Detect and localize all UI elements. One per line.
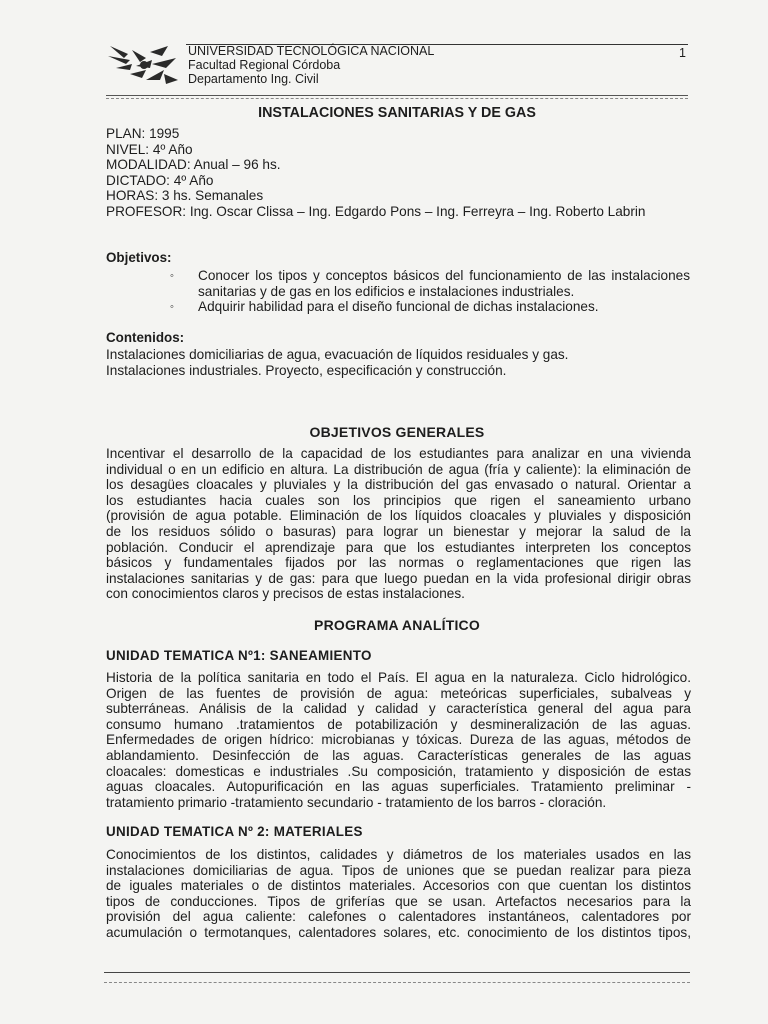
bullet-icon: ◦ — [170, 270, 174, 282]
objetivo-text: Conocer los tipos y conceptos básicos del funcionamiento de las instalaciones sanitarias y de gas en los edificios e instalaciones industriales. — [198, 268, 690, 299]
paragraph-line: tratamiento primario -tratamiento secundario - tratamiento de los barros - cloración. — [106, 794, 607, 810]
paragraph-line: (provisión de agua potable. Eliminación de los líquidos cloacales y pluviales y disposición — [106, 508, 691, 524]
paragraph-line: Historia de la política sanitaria en todo el País. El agua en la naturaleza. Ciclo hidrológico. — [106, 670, 691, 685]
paragraph-line: acumulación o termotanques, calentadores solares, etc. conocimiento de los distintos tipos, — [106, 924, 691, 940]
programa-title: PROGRAMA ANALÍTICO — [314, 617, 480, 633]
paragraph-line: Origen de las fuentes de provisión de agua: meteóricas superficiales, subalveas y — [106, 685, 691, 701]
info-profesor: PROFESOR: Ing. Oscar Clissa – Ing. Edgardo Pons – Ing. Ferreyra – Ing. Roberto Labrin — [106, 203, 646, 219]
info-plan: PLAN: 1995 — [106, 126, 180, 141]
paragraph-line: provisión del agua caliente: calefones o calentadores instantáneos, calentadores por — [106, 909, 691, 925]
objetivos-generales-title: OBJETIVOS GENERALES — [309, 424, 485, 440]
info-dictado: DICTADO: 4º Año — [106, 172, 214, 188]
paragraph-line: básicos y fundamentales fijados por las normas o reglamentaciones que rigen las — [106, 555, 691, 571]
paragraph-line: ablandamiento. Desinfección de las aguas. Características generales de las aguas — [106, 747, 691, 763]
paragraph-line: los desagües cloacales y pluviales y la distribución del gas envasado o natural. Orientar a — [106, 477, 691, 493]
paragraph-line: tipos de conducciones. Tipos de griferías que se usan. Artefactos necesarios para la — [106, 893, 691, 909]
contenidos-line: Instalaciones domiciliarias de agua, evacuación de líquidos residuales y gas. — [106, 347, 569, 362]
unidad-1-title: UNIDAD TEMATICA Nº1: SANEAMIENTO — [106, 648, 372, 663]
contenidos-label: Contenidos: — [106, 330, 185, 345]
footer-rule — [104, 972, 690, 973]
paragraph-line: Enfermedades de origen hídrico: microbianas y tóxicas. Dureza de las aguas, métodos de — [106, 732, 691, 748]
objetivos-generales-paragraph — [106, 446, 691, 602]
list-item — [170, 299, 690, 315]
info-horas: HORAS: 3 hs. Semanales — [106, 188, 264, 204]
university-logo — [106, 40, 182, 90]
paragraph-line: instalaciones domiciliarias de agua. Tipos de uniones que se puedan realizar para pieza — [106, 862, 691, 878]
department-name: Departamento Ing. Civil — [188, 72, 319, 86]
unidad-1-paragraph — [106, 670, 691, 810]
paragraph-line: subterráneas. Análisis de la calidad y calidad y característica general del agua para — [106, 701, 691, 717]
header-rule-dashed — [106, 98, 688, 99]
list-item — [170, 268, 690, 299]
paragraph-line: Incentivar el desarrollo de la capacidad de los estudiantes para analizar en una vivienda — [106, 446, 691, 461]
header-rule — [106, 95, 688, 96]
paragraph-line: población. Conducir el aprendizaje para que los estudiantes interpreten los conceptos — [106, 539, 691, 555]
university-name: UNIVERSIDAD TECNOLÓGICA NACIONAL — [188, 44, 435, 58]
document-title: INSTALACIONES SANITARIAS Y DE GAS — [258, 105, 536, 121]
paragraph-line: Conocimientos de los distintos, calidades y diámetros de los materiales usados en las — [106, 847, 691, 862]
objetivos-list — [170, 268, 690, 315]
paragraph-line: de los residuos sólido o basuras) para lograr un bienestar y mejorar la salud de la — [106, 523, 691, 539]
letterhead — [106, 40, 688, 96]
page-number: 1 — [679, 46, 686, 60]
footer-rule-dashed — [104, 982, 690, 983]
paragraph-line: individual o en un edificio en altura. La distribución de agua (fría y caliente): la eliminación de — [106, 461, 691, 477]
unidad-2-paragraph — [106, 847, 691, 941]
paragraph-line: instalaciones sanitarias y de gas: para que luego puedan en la vida profesional dirigir obras — [106, 570, 691, 586]
course-info — [106, 126, 691, 220]
paragraph-line: los estudiantes hacia cuales son los principios que rigen el saneamiento urbano — [106, 492, 691, 508]
info-modalidad: MODALIDAD: Anual – 96 hs. — [106, 157, 281, 173]
paragraph-line: de iguales materiales o de distintos materiales. Accesorios con que cuentan los distintos — [106, 878, 691, 894]
objetivos-label: Objetivos: — [106, 250, 172, 265]
unidad-2-title: UNIDAD TEMATICA Nº 2: MATERIALES — [106, 824, 363, 839]
paragraph-line: cloacales: domesticas e industriales .Su composición, tratamiento y disposición de estas — [106, 763, 691, 779]
paragraph-line: consumo humano .tratamientos de potabilización y desmineralización de las aguas. — [106, 716, 691, 732]
paragraph-line: aguas cloacales. Autopurificación en las aguas superficiales. Tratamiento preliminar - — [106, 779, 691, 795]
contenidos-text — [106, 347, 691, 378]
contenidos-line: Instalaciones industriales. Proyecto, especificación y construcción. — [106, 362, 507, 378]
info-nivel: NIVEL: 4º Año — [106, 141, 193, 157]
bullet-icon: ◦ — [170, 301, 174, 314]
objetivo-text: Adquirir habilidad para el diseño funcional de dichas instalaciones. — [198, 299, 599, 315]
paragraph-line: con conocimientos claros y precisos de estas instalaciones. — [106, 586, 465, 602]
faculty-name: Facultad Regional Córdoba — [188, 58, 341, 72]
